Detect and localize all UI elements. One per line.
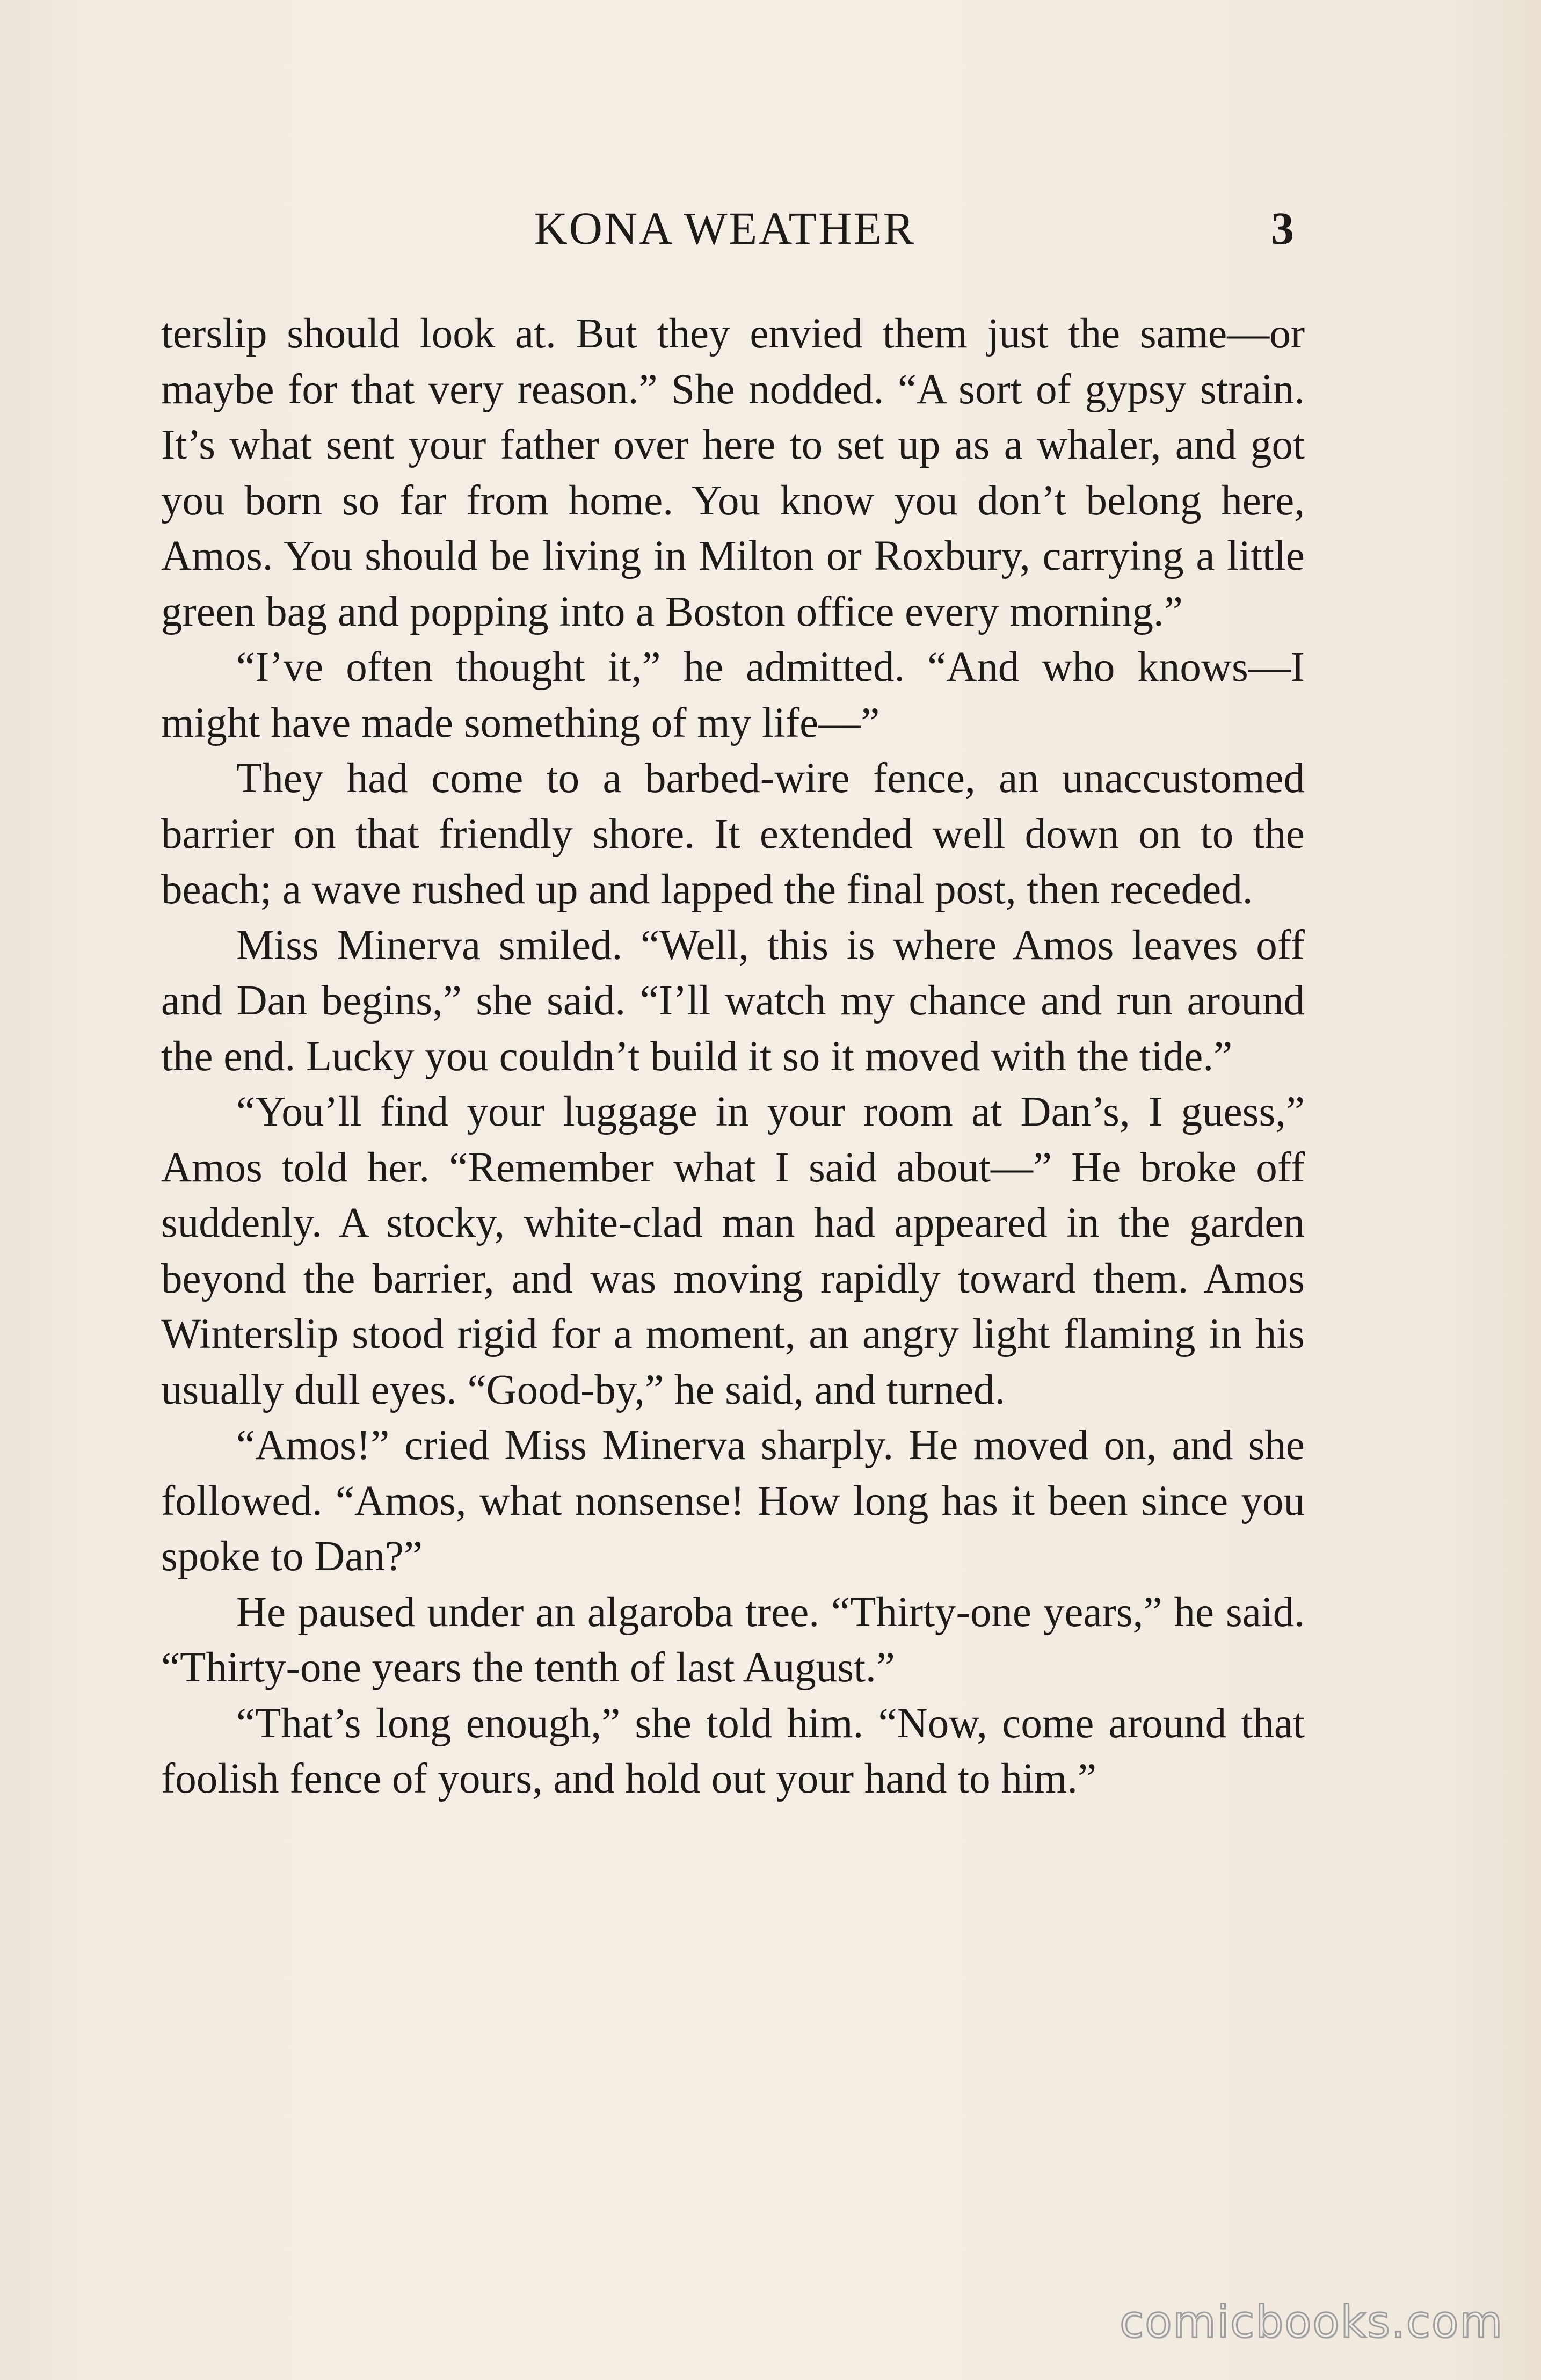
body-text bbox=[161, 306, 1305, 1807]
paragraph: “That’s long enough,” she told him. “Now, come around that foolish fence of yours, and hold out your hand to him.” bbox=[161, 1700, 1305, 1802]
running-head bbox=[161, 196, 1294, 260]
paragraph: They had come to a barbed-wire fence, an unaccustomed barrier on that friendly shore. It extended well down on to the beach; a wave rushed up and lapped the final post, then receded. bbox=[161, 755, 1305, 913]
paragraph: He paused under an algaroba tree. “Thirty-one years,” he said. “Thirty-one years the tenth of last August.” bbox=[161, 1588, 1305, 1691]
page-number: 3 bbox=[1271, 202, 1294, 254]
paragraph: “You’ll find your luggage in your room at Dan’s, I guess,” Amos told her. “Remember what I said about—” He broke off suddenly. A stocky, white-clad man had appeared in the garden beyond the barrier, and was moving rapidly toward them. Amos Winterslip stood rigid for a moment, an angry light flaming in his usually dull eyes. “Good-by,” he said, and turned. bbox=[161, 1089, 1305, 1413]
paragraph-continued: terslip should look at. But they envied them just the same—or maybe for that very reason.” She nodded. “A sort of gypsy strain. It’s what sent your father over here to set up as a whaler, and got you born so far from home. You know you don’t belong here, Amos. You should be living in Milton or Roxbury, carrying a little green bag and popping into a Boston office every morning.” bbox=[161, 310, 1305, 635]
watermark: comicbooks.com bbox=[1120, 2297, 1503, 2348]
paragraph: “I’ve often thought it,” he admitted. “And who knows—I might have made something of my life—” bbox=[161, 644, 1305, 746]
paragraph: Miss Minerva smiled. “Well, this is where Amos leaves off and Dan begins,” she said. “I’ll watch my chance and run around the end. Lucky you couldn’t build it so it moved with the tide.” bbox=[161, 921, 1305, 1080]
running-title: KONA WEATHER bbox=[534, 202, 916, 254]
paragraph: “Amos!” cried Miss Minerva sharply. He moved on, and she followed. “Amos, what nonsense! How long has it been since you spoke to Dan?” bbox=[161, 1422, 1305, 1580]
